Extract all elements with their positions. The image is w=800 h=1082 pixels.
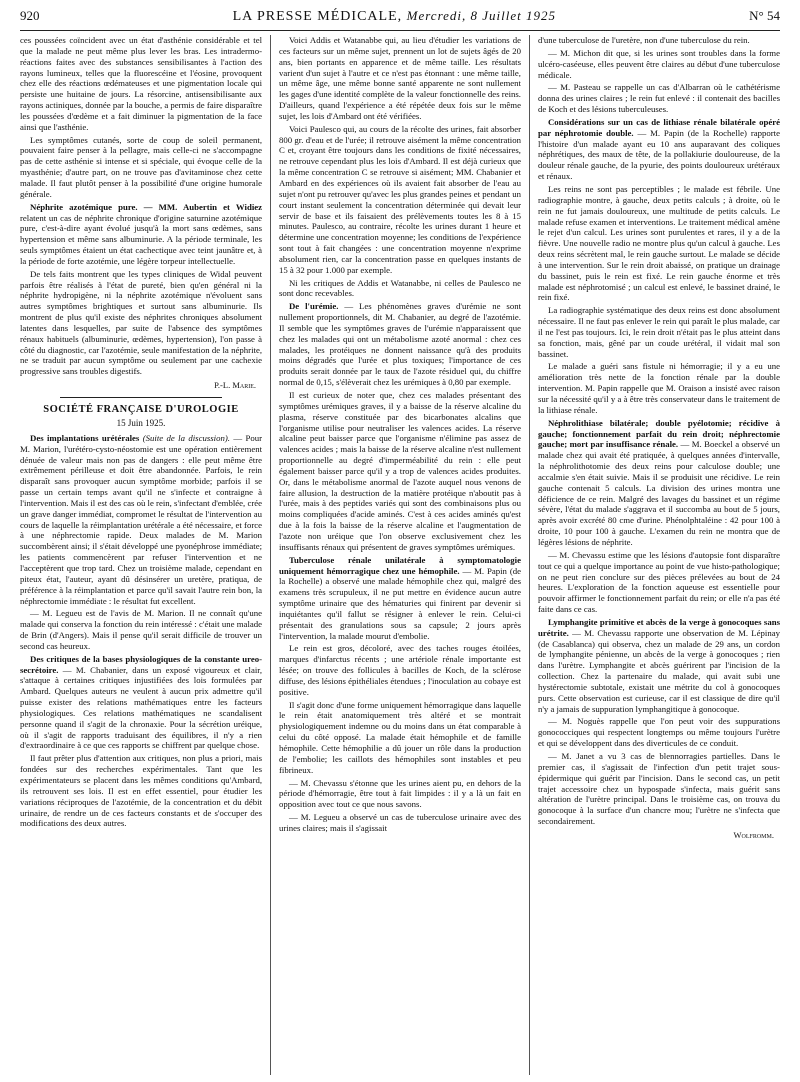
- column-3: [538, 35, 780, 1075]
- page-header: [20, 8, 780, 31]
- paragraph: — M. Legueu est de l'avis de M. Marion. Il ne connaît qu'une malade qui conserva la fonction du rein intéressé : c'était une malade de Brin (d'Angers). Mais il pense qu'il serait difficile de trouver un second cas heureux.: [20, 608, 263, 651]
- paragraph-body: — Pour M. Marion, l'urétéro-cysto-néostomie est une opération entièrement dénuée de valeur mais non pas de dangers : elle peut même être extrêmement périlleuse et doit être abandonnée. Parfois, le rein disparaît sans provoquer aucun symptôme morbide; parfois il se passe un certain temps avant qu'il ne s'infecte et contraigne à l'intervention. Mais il est des cas où le rein, s'infectant d'emblée, crée un grave danger immédiat, compromet le résultat de l'intervention au cours de laquelle la réimplantation urétérale a été nécessaire, et force à une néphrectomie rapide. Deux malades de M. Marion succombèrent ainsi; il s'était développé une pyonéphrose immédiate; les patients commencèrent par refuser l'intervention et ne l'acceptèrent que trop tard. Chez un troisième malade, cependant en piteux état, l'auteur, ayant dû désinsérer un uretère, pratiqua, de préférence à la réimplantation et parce qu'il savait l'autre rein bon, la néphrectomie immédiate : le résultat fut excellent.: [20, 432, 263, 606]
- paragraph: [20, 654, 262, 752]
- paragraph: — M. Chevassu estime que les lésions d'autopsie font disparaître tout ce qui a quelque importance au point de vue histo-pathologique; on ne peut rien conclure sur des pièces prélevées au bout de 24 heures. L'exploration de la fonction aqueuse est essentielle pour pouvoir affirmer le fonctionnement parfait du rein; or elle n'a pas été faite dans ce cas.: [537, 549, 780, 615]
- paragraph: — M. Chevassu s'étonne que les urines aient pu, en dehors de la période d'hémorragie, être tout à fait limpides : il y a là un fait en opposition avec tout ce que nous savons.: [278, 777, 521, 810]
- paragraph: [279, 555, 521, 642]
- paragraph-body: — M. Papin (de la Rochelle) a observé une malade hémophile chez qui, malgré des examens très scrupuleux, il ne put mettre en évidence aucun autre symptôme urinaire que des hématuries qui finirent par devenir si inquiétantes qu'il fallut se résigner à enlever le rein. Celui-ci présentait des granulations sous sa capsule; 2 jours après l'intervention, la malade mourut d'embolie.: [278, 565, 521, 641]
- paragraph: Voici Addis et Watanabbe qui, au lieu d'étudier les variations de ces facteurs sur un même sujet, prennent un lot de sujets âgés de 20 ans, bien portants en apparence et de même taille. Les résultats varient d'un sujet à l'autre et ce n'est pas étonnant : une même taille, un même âge, une même bonne santé apparente ne sont nullement les gages d'une identité complète de la valeur fonctionnelle des reins. D'ailleurs, quand l'expérience a été répétée deux fois sur le même sujet, les lois d'Ambard ont été vérifiées.: [278, 35, 521, 121]
- section-title: SOCIÉTÉ FRANÇAISE D'UROLOGIE: [43, 403, 239, 415]
- paragraph: [538, 617, 780, 715]
- paragraph: — M. Pasteau se rappelle un cas d'Albarran où le cathétérisme donna des urines claires ; le rein fut enlevé : il contenait des bacilles de Koch et des lésions tuberculeuses.: [537, 82, 780, 115]
- paragraph-body: — M. Papin (de la Rochelle) rapporte l'histoire d'un malade ayant eu 10 ans auparavant des coliques néphrétiques, des maux de tête, de la pollakiurie douloureuse, de la douleur rénale gauche, de la pyurie, des points douloureux urétéraux et rénaux.: [537, 127, 780, 182]
- paragraph: — M. Michon dit que, si les urines sont troubles dans la forme ulcéro-caséeuse, elles peuvent être claires au début d'une tuberculose médicale.: [537, 47, 780, 80]
- paragraph: Les reins ne sont pas perceptibles ; le malade est fébrile. Une radiographie montre, à gauche, deux petits calculs ; à droite, où le rein ne fut jamais douloureux, une multitude de petits calculs. Le malade refuse examen et interventions. Le traitement médical amène le rejet d'un calcul. Les urines sont purulentes et rares, il y a de la fièvre. Une nouvelle radio ne montre plus qu'un calcul à gauche. Les deux reins sécrètent mal, le rein gauche surtout. Le malade se décide à une intervention. Sur le rein droit abaissé, on pratique un drainage du bassinet, puis le rein est fixé. Le rein gauche énorme et très malade est néphrotomisé ; un calcul est enlevé, le bassinet drainé, le rein fixé.: [537, 183, 780, 303]
- paragraph: [538, 117, 780, 182]
- journal-name: LA PRESSE MÉDICALE,: [232, 9, 403, 24]
- paragraph: — M. Janet a vu 3 cas de blennorragies partielles. Dans le premier cas, il s'agissait de l'infection d'un petit trajet sous-épidermique qui guérit par l'incision. Dans le second cas, un petit trajet accessoire chez un hypospade s'infecta, mais guérit sans altération de l'urètre principal. Dans le troisième cas, on trouva du gonocoque à la surface d'un chancre mou; l'urètre ne s'infecta que secondairement.: [537, 751, 780, 827]
- paragraph: Il s'agit donc d'une forme uniquement hémorragique dans laquelle le rein était anatomiquement très altéré et se montrait physiologiquement indemne ou du moins dans un état comparable à celui du côté opposé. La malade était hémophile et de famille hémophile. Cette hémophilie a dû jouer un rôle dans la production de l'embolie; les caillots des hémophiles sont instables et peu fibrineux.: [278, 699, 521, 775]
- paragraph: Les symptômes cutanés, sorte de coup de soleil permanent, pouvaient faire penser à la pellagre, mais celle-ci ne s'accompagne pas de cette asthénie si intense et si spéciale, qui évoque celle de la myasthénie; d'autre part, on ne trouve pas d'avitaminose chez cette malade. Il faut plutôt penser à la possibilité d'une origine humorale générale.: [20, 134, 263, 199]
- author-signature: P.-L. Marie.: [214, 380, 257, 391]
- paragraph-note: (Suite de la discussion).: [139, 432, 230, 443]
- page-number: 920: [20, 8, 40, 23]
- paragraph-body: — M. Boeckel a observé un malade chez qui avait été pratiquée, à quelques années d'intervalle, la néphrolithotomie des deux reins pour calculose double; une accalmie s'en était suivie. Mais il se produisit une récidive. Le rein gauche contenait 5 calculs. La division des urines montra une déficience de ce rein. Malgré des lavages du bassinet et un régime sévère, l'état du malade s'aggrava et il succomba au bout de 5 jours, après avoir excrété 80 cme d'urine. Phénolphtaléine : 42 pour 100 à droite, 10 pour 100 à gauche. L'examen du rein ne montra que de légères lésions de néphrite.: [537, 439, 780, 547]
- author-signature: Wolfromm.: [733, 829, 774, 840]
- paragraph-heading: Lymphangite primitive et abcès de la verge à gonocoques sans urétrite.: [537, 616, 780, 638]
- journal-title: [233, 8, 556, 25]
- section-date: 15 Juin 1925.: [116, 417, 166, 428]
- paragraph-heading: Des critiques de la bases physiologiques de la constante ureo-secrétoire.: [20, 653, 263, 675]
- paragraph: Le rein est gros, décoloré, avec des taches rouges étoilées, marques d'infarctus récents ; une artériole rénale importante est lésée; on trouve des follicules à bacilles de Koch, de la sclérose diffuse, des lésions épithéliales étendues ; l'inoculation au cobaye est positive.: [278, 643, 521, 697]
- paragraph-body: relatent un cas de néphrite chronique d'origine saturnine azotémique pure, c'est-à-dire ayant évolué jusqu'à la mort sans œdèmes, sans hypertension et même sans albuminurie. A la période terminale, les seuls symptômes étaient un état cachectique avec teint jaunâtre et, à la période de forte azotémie, une légère torpeur intellectuelle.: [20, 212, 263, 266]
- paragraph-heading: Tuberculose rénale unilatérale à symptomatologie uniquement hémorragique chez une hémophile.: [278, 554, 521, 576]
- column-1: [20, 35, 262, 1075]
- paragraph: Voici Paulesco qui, au cours de la récolte des urines, fait absorber 800 gr. d'eau et de l'urée; il retrouve aisément la même concentration C et, croyant être toujours dans les conditions de fixité nécessaires, ne retrouve cependant plus les lois d'Ambard. Il est déjà curieux que la même concentration C se retrouve si aisément; MM. Chabanier et Ambard en des expériences où ils avaient fait absorber de l'eau au sujet n'ont pu retrouver qu'avec les plus grandes peines et pendant un court instant seulement la concentration déterminée qui devait leur servir de base et ils faisaient des prélèvements toutes les 8 à 15 minutes. Paulesco, au contraire, récolte les urines durant 1 heure et détermine une concentration moyenne; les conditions de l'expérience sont tout à fait changées : une concentration moyenne n'exprime absolument rien, car la concentration passe en quelques instants de 15 à 32 pour 1.000 par exemple.: [278, 123, 521, 275]
- paragraph-body: — M. Chabanier, dans un exposé vigoureux et clair, s'attaque à certaines critiques injustifiées des lois formulées par Ambard. Quelques auteurs ne veulent à aucun prix admettre qu'il puisse exister des relations mathématiques entre les facteurs physiologiques. Ces relations mathématiques ne scandalisent personne quand il s'agit de la chronaxie. Pour la sécrétion uréique, où il s'agit de rapports traduisant des équilibres, il n'y a rien d'extraordinaire à ce que ces rapports se chiffrent par quelque chose.: [20, 664, 263, 751]
- paragraph: Il est curieux de noter que, chez ces malades présentant des symptômes urémiques graves, il y a baisse de la réserve alcaline du plasma, réserve constituée par des bicarbonates alcalins que l'organisme utilise pour neutraliser les valences acides. La réserve alcaline peut baisser parce que l'organisme n'élimine pas assez de valences acides ; mais la baisse de la réserve alcaline n'est nullement proportionnelle au degré d'imperméabilité du rein : elle peut également baisser parce qu'il y a trop de valences acides produites. Or, dans le métabolisme anormal de l'azote auquel nous venons de faire allusion, la destruction de la matière protéique n'aboutit pas à l'urée, mais à des peptides variés qui sont des combinaisons plus ou moins compliquées d'acide aminés. C'est à ces acides aminés qu'est due à la fois la baisse de la réserve alcaline et l'augmentation de l'azote non uréique que l'on observe exclusivement chez les insuffisants rénaux qui présentent de graves symptômes urémiques.: [278, 390, 521, 552]
- paragraph: Ni les critiques de Addis et Watanabbe, ni celles de Paulesco ne sont donc recevables.: [278, 277, 521, 299]
- paragraph: [538, 418, 780, 548]
- paragraph: d'une tuberculose de l'uretère, non d'une tuberculose du rein.: [537, 35, 750, 45]
- paragraph: ces poussées coïncident avec un état d'asthénie considérable et tel que la malade ne peut même plus lever les bras. Les intradermo-réactions faites avec des substances sensibilisantes à l'action des rayons lumineux, telles que la fluorescéine et l'éosine, provoquent chez elle des réactions œdémateuses et une pigmentation locale qui persiste une huitaine de jours. La résorcine, antisensibilisante aux rayons actiniques, donnée par la bouche, a permis de faire disparaître les poussées d'œdème et a fait diminuer la pigmentation de la face ainsi que l'asthénie.: [20, 35, 263, 132]
- paragraph: La radiographie systématique des deux reins est donc absolument nécessaire. Il ne faut pas enlever le rein qui paraît le plus malade, car il ne l'est pas toujours. Ici, le rein droit n'était pas le plus atteint dans sa fonction, mais, gêné par un coude urétéral, il vidait mal son bassinet.: [537, 305, 780, 359]
- paragraph: — M. Legueu a observé un cas de tuberculose urinaire avec des urines claires; mais il s'agissait: [278, 812, 521, 833]
- paragraph-heading: Néphrite azotémique pure. — MM. Aubertin et Widiez: [30, 201, 263, 212]
- paragraph-heading: Néphrolithiase bilatérale; double pyélotomie; récidive à gauche; fonctionnement parfait du rein droit; néphrectomie gauche; mort par insuffisance rénale.: [537, 417, 780, 450]
- article-columns: [20, 35, 780, 1075]
- issue-date: Mercredi, 8 Juillet 1925: [406, 8, 557, 23]
- paragraph: [20, 433, 262, 607]
- column-separator: [270, 35, 271, 1075]
- paragraph-heading: De l'urémie.: [288, 301, 339, 312]
- paragraph: [279, 301, 521, 388]
- column-separator: [529, 35, 530, 1075]
- paragraph-body: — M. Chevassu rapporte une observation de M. Lépinay (de Casablanca) qui observa, chez un malade de 29 ans, un cordon de lymphangite pénienne, un abcès de la verge à gonocoques ; rien dans l'urètre. Lymphangite et abcès guérirent par l'incision de la collection. Chez la partenaire du malade, qui avait subi une hystérectomie subtotale, existait une métrite du col à gonocoques purs. Cette observation est curieuse, car il est classique de dire qu'il n'y a jamais de suppuration lymphangitique à gonocoque.: [537, 627, 780, 714]
- paragraph: Le malade a guéri sans fistule ni hémorragie; il y a eu une amélioration très nette de la fonction rénale par la double intervention. M. Papin rappelle que M. Oraison a insisté avec raison sur la nécessité qu'il y a à être très conservateur dans le traitement de la lithiase rénale.: [537, 361, 780, 415]
- paragraph-body: — Les phénomènes graves d'urémie ne sont nullement proportionnels, dit M. Chabanier, au degré de l'azotémie. Il semble que les symptômes graves de l'urémie n'apparaissent que chez les malades qui ont un métabolisme azoté anormal : chez ces malades, les protéiques ne donnent naissance qu'à des produits moins dégradés que l'urée et plus toxiques; l'importance de ces produits serait donnée par le taux de l'azote résiduel qui, du chiffre normal de 0,15, s'élèverait chez les urémiques à 0,80 par exemple.: [278, 301, 521, 388]
- divider: [60, 397, 222, 398]
- paragraph-heading: Considérations sur un cas de lithiase rénale bilatérale opéré par néphrotomie double.: [537, 116, 780, 138]
- paragraph: — M. Noguès rappelle que l'on peut voir des suppurations gonococciques qui respectent longtemps ou même toujours l'urètre et qui se développent dans des diverticules de ce conduit.: [537, 716, 780, 749]
- paragraph: Il faut prêter plus d'attention aux critiques, non plus a priori, mais fondées sur des recherches expérimentales. Tant que les expérimentateurs se placent dans les mêmes conditions qu'Ambard, ils retrouvent ses lois. Il est en effet essentiel, pour étudier les variations réciproques de l'azotémie, de la concentration et du débit urinaire, de rendre un de ces facteurs constants et de s'occuper des modifications des deux autres.: [20, 753, 263, 829]
- paragraph: [20, 202, 262, 267]
- issue-number: N° 54: [749, 8, 780, 23]
- paragraph: De tels faits montrent que les types cliniques de Widal peuvent parfois être réalisés à l'état de pureté, bien qu'en général ni la néphrite hydropigène, ni la néphrite azotémique n'évoluent sans autres symptômes brightiques et surtout sans albuminurie. Ils montrent de plus qu'il existe des néphrites chroniques absolument latentes dans lesquelles, par suite de l'absence des symptômes rénaux habituels (albuminurie, œdèmes, hypertension), l'on passe à côté du diagnostic, car l'azotémie, seule manifestation de la néphrite, ne se traduit par aucun symptôme ou seulement par une cachexie progressive sans troubles digestifs.: [20, 268, 263, 377]
- paragraph-heading: Des implantations urétérales: [30, 432, 140, 443]
- column-2: [279, 35, 521, 1075]
